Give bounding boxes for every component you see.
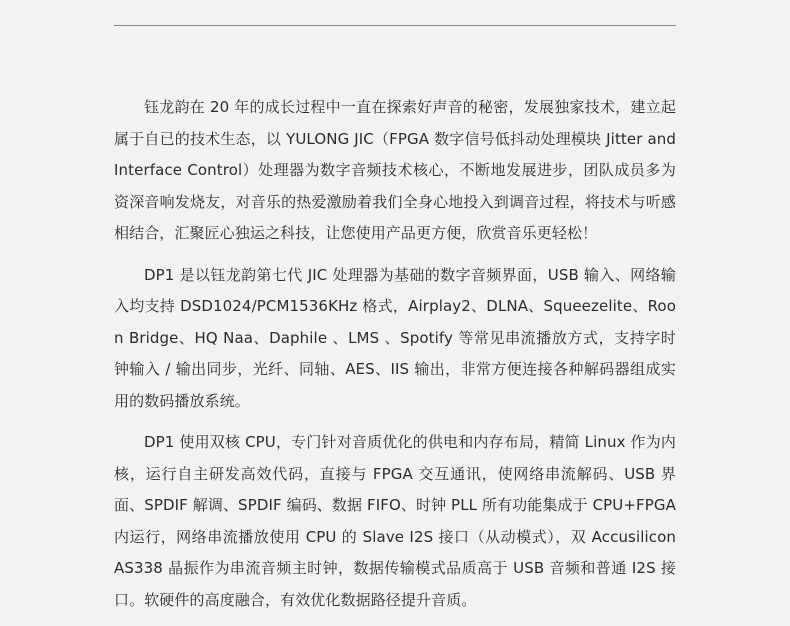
- paragraph-company-intro: 钰龙韵在 20 年的成长过程中一直在探索好声音的秘密，发展独家技术，建立起属于自已的技术生态，以 YULONG JIC（FPGA 数字信号低抖动处理模块 Jitter and Interface Control）处理器为数字音频技术核心，不断地发展进步，团队成员多为资深音响发烧友，对音乐的热爱激励着我们全身心地投入到调音过程，将技术与听感相结合，汇聚匠心独运之科技，让您使用产品更方便，欣赏音乐更轻松！: [114, 98, 676, 242]
- paragraph-dp1-architecture: DP1 使用双核 CPU，专门针对音质优化的供电和内存布局，精简 Linux 作为内核，运行自主研发高效代码，直接与 FPGA 交互通讯，使网络串流解码、USB 界面、SPDIF 解调、SPDIF 编码、数据 FIFO、时钟 PLL 所有功能集成于 CPU+FPGA 内运行，网络串流播放使用 CPU 的 Slave I2S 接口（从动模式），双 Accusilicon AS338 晶振作为串流音频主时钟，数据传输模式品质高于 USB 音频和普通 I2S 接口。软硬件的高度融合，有效优化数据路径提升音质。: [114, 433, 676, 609]
- article-body: [114, 92, 676, 626]
- paragraph-dp1-overview: DP1 是以钰龙韵第七代 JIC 处理器为基础的数字音频界面，USB 输入、网络输入均支持 DSD1024/PCM1536KHz 格式，Airplay2、DLNA、Squeezelite、Roon Bridge、HQ Naa、Daphile 、LMS 、Spotify 等常见串流播放方式，支持字时钟输入 / 输出同步，光纤、同轴、AES、IIS 输出，非常方便连接各种解码器组成实用的数码播放系统。: [114, 265, 676, 410]
- top-divider: [114, 25, 676, 26]
